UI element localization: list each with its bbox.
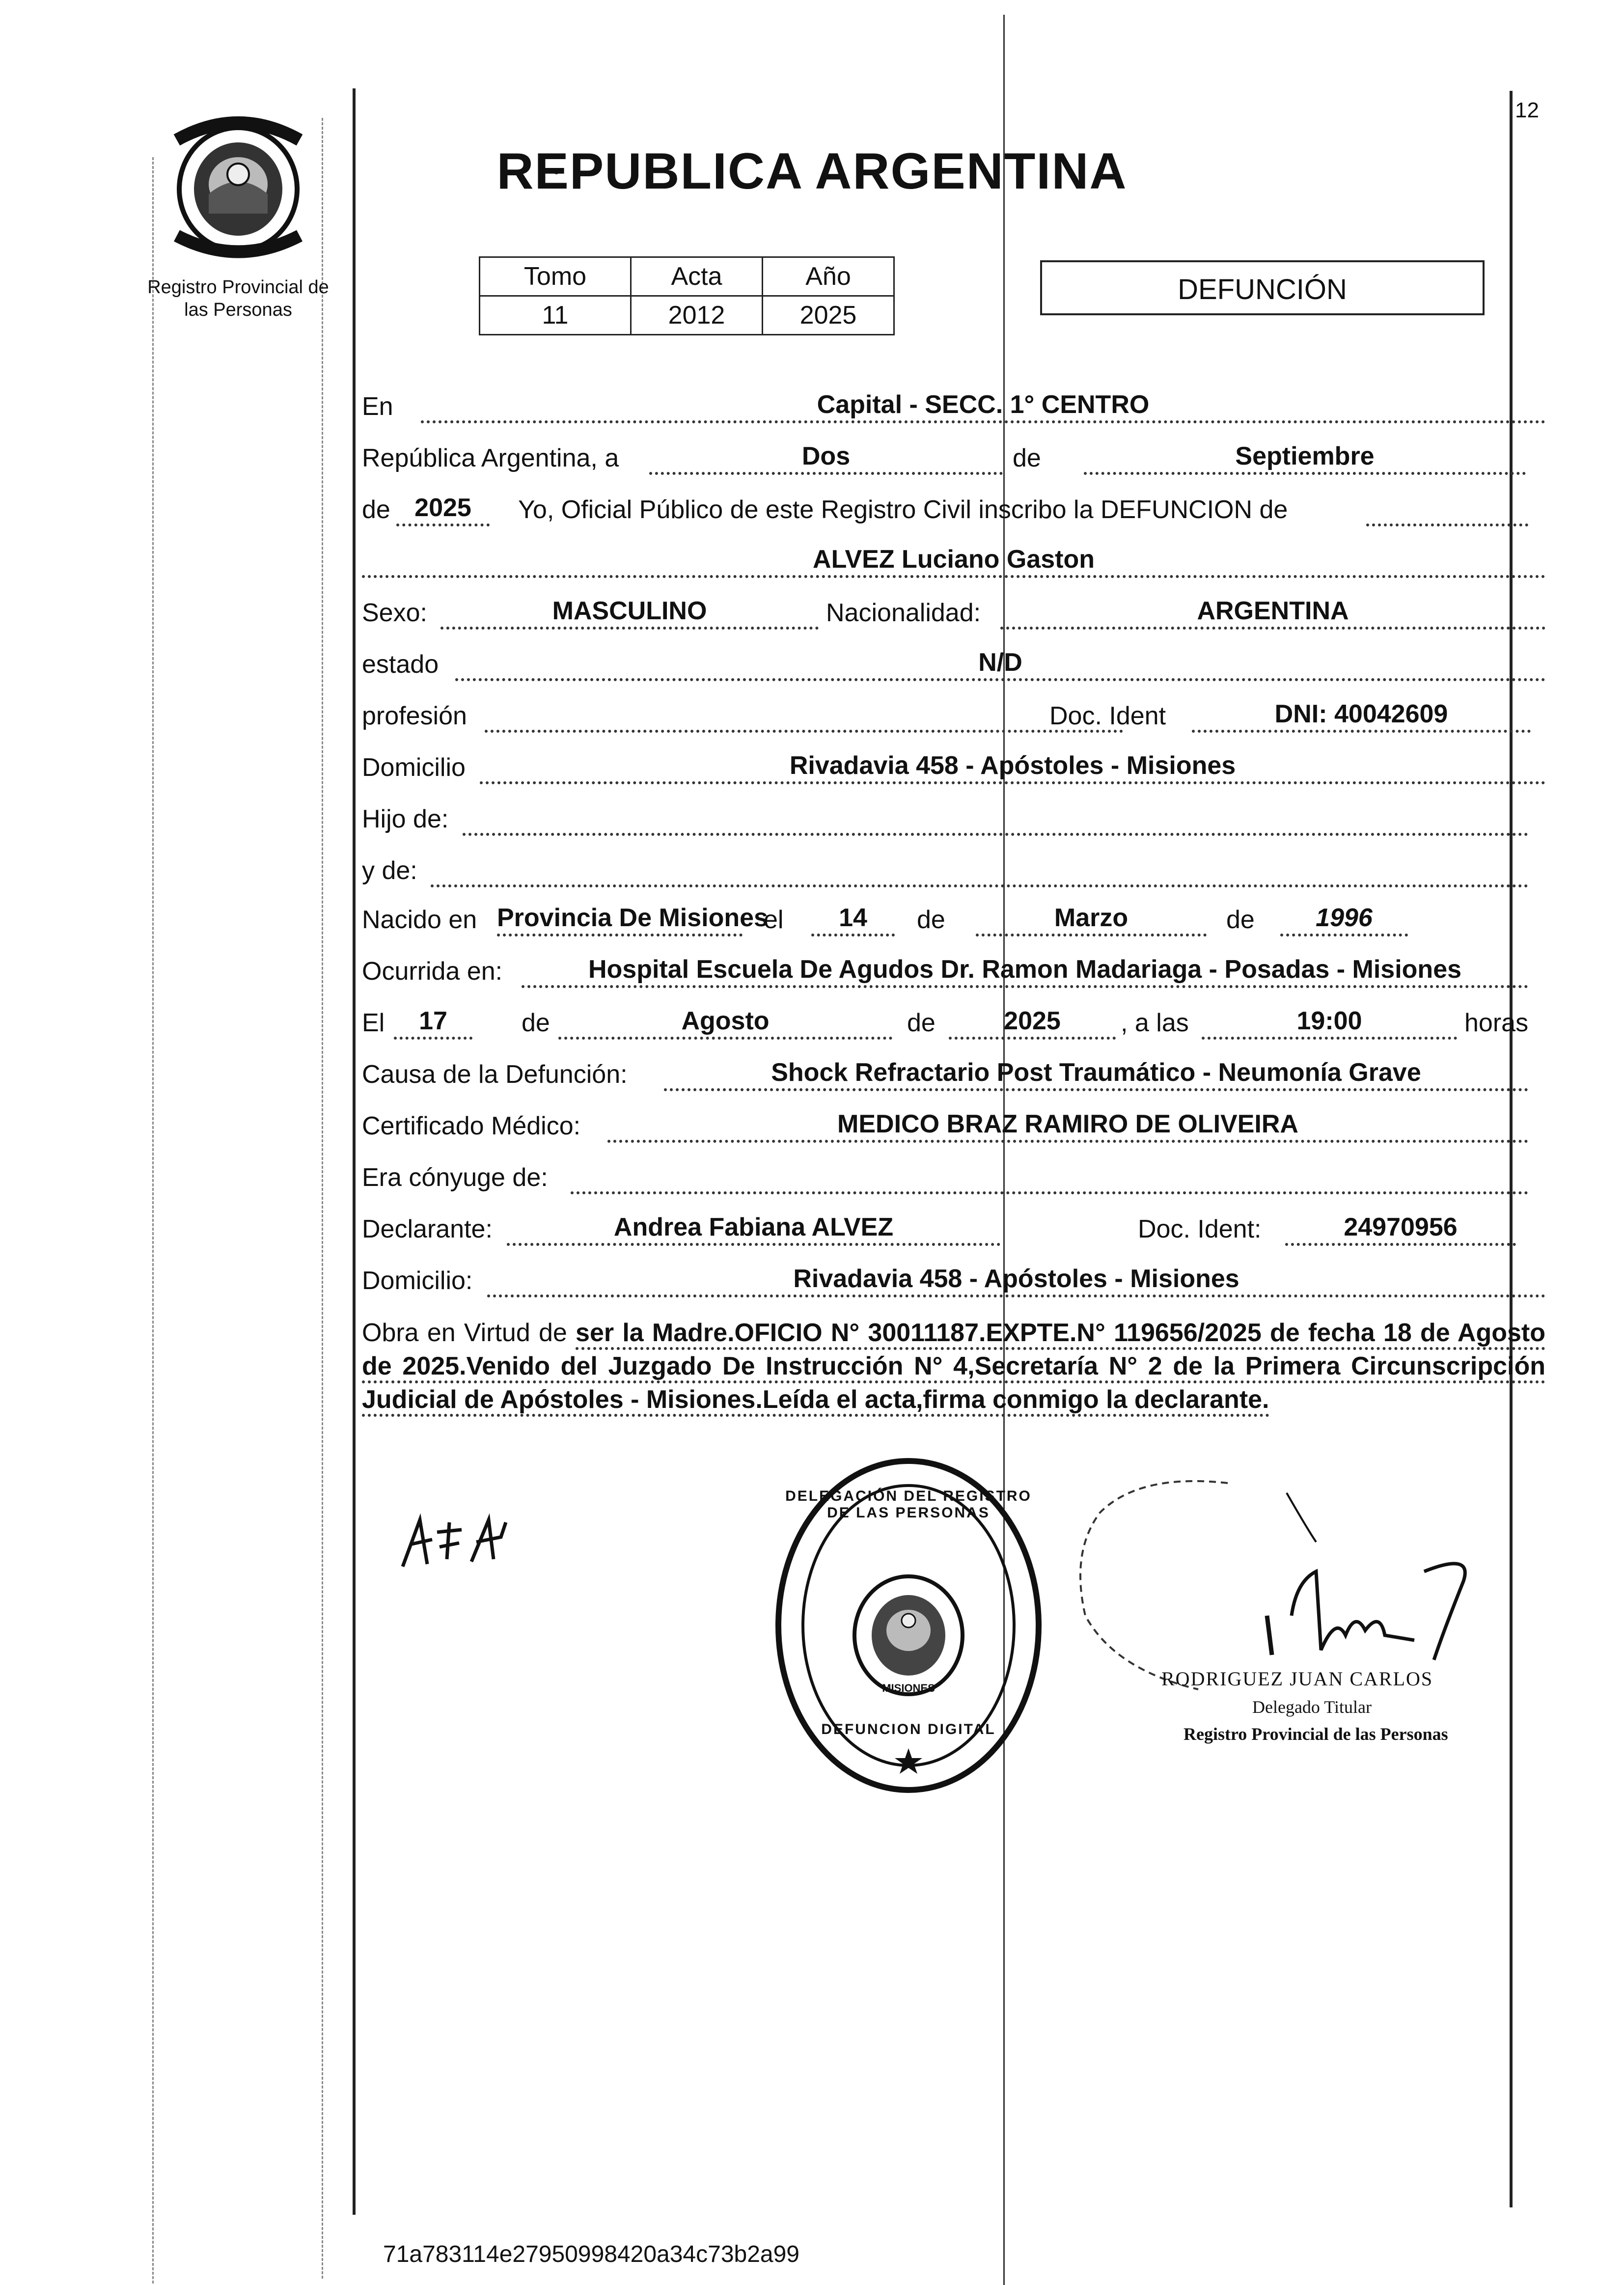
profesion-field (485, 698, 1123, 733)
horas-label: horas (1464, 1009, 1529, 1037)
declarante-field: Andrea Fabiana ALVEZ (507, 1211, 1000, 1246)
certificado-field: MEDICO BRAZ RAMIRO DE OLIVEIRA (607, 1108, 1528, 1143)
birth-de1-label: de (917, 906, 945, 934)
registry-label (135, 276, 341, 321)
ocurrida-field: Hospital Escuela De Agudos Dr. Ramon Madariaga - Posadas - Misiones (522, 954, 1528, 988)
row-domicilio (362, 739, 1545, 788)
header-acta: Acta (631, 257, 763, 296)
official-signature (1041, 1454, 1483, 1758)
registry-label-line2: las Personas (184, 300, 292, 320)
seal-outer-text: DELEGACIÓN DEL REGISTRO DE LAS PERSONAS (785, 1488, 1032, 1521)
birth-de2-label: de (1226, 906, 1255, 934)
row-hijo (362, 791, 1545, 840)
row-yde (362, 842, 1545, 891)
document-title: REPUBLICA ARGENTINA (496, 143, 1128, 200)
obra-paragraph (362, 1316, 1545, 1416)
row-republica (362, 430, 1545, 479)
registry-seal (771, 1454, 1046, 1797)
document-type-box: DEFUNCIÓN (1040, 260, 1485, 315)
domicilio2-label: Domicilio: (362, 1266, 473, 1295)
row-domicilio2 (362, 1252, 1545, 1301)
profesion-label: profesión (362, 702, 467, 730)
death-year-field: 2025 (949, 1005, 1116, 1040)
row-causa (362, 1046, 1545, 1095)
sexo-field: MASCULINO (440, 595, 819, 630)
day-field: Dos (649, 440, 1003, 475)
month-field: Septiembre (1084, 440, 1526, 475)
row-certificado (362, 1098, 1545, 1147)
value-tomo: 11 (480, 296, 631, 335)
doc-ident-field: DNI: 40042609 (1192, 698, 1531, 733)
row-death-date (362, 994, 1545, 1044)
yo-text: Yo, Oficial Público de este Registro Civil inscribo la DEFUNCION de (518, 496, 1288, 524)
record-table (479, 256, 895, 335)
row-name (362, 533, 1545, 582)
left-perforation-line (152, 157, 154, 2284)
domicilio-field: Rivadavia 458 - Apóstoles - Misiones (480, 750, 1545, 784)
declarante-label: Declarante: (362, 1215, 493, 1243)
row-en (362, 378, 1545, 427)
signature-office: Registro Provincial de las Personas (1184, 1724, 1448, 1744)
conyuge-label: Era cónyuge de: (362, 1163, 548, 1192)
doc-ident2-field: 24970956 (1285, 1211, 1516, 1246)
certificado-label: Certificado Médico: (362, 1112, 581, 1140)
el-label: el (764, 906, 784, 934)
row-nacido (362, 891, 1545, 940)
header-anio: Año (763, 257, 894, 296)
row-estado (362, 636, 1545, 685)
yde-field (431, 853, 1528, 887)
birth-year-field: 1996 (1280, 902, 1408, 936)
row-sexo (362, 584, 1545, 633)
nacido-label: Nacido en (362, 906, 477, 934)
alas-label: , a las (1121, 1009, 1189, 1037)
page-number: 12 (1515, 98, 1539, 122)
domicilio2-field: Rivadavia 458 - Apóstoles - Misiones (487, 1263, 1545, 1297)
seal-center-text: MISIONES (882, 1682, 935, 1694)
nacionalidad-field: ARGENTINA (1000, 595, 1545, 630)
republica-label: República Argentina, a (362, 444, 619, 472)
en-label: En (362, 392, 393, 421)
row-year (362, 481, 1545, 530)
nacido-field: Provincia De Misiones (497, 902, 743, 936)
death-day-field: 17 (394, 1005, 472, 1040)
signature-name: RODRIGUEZ JUAN CARLOS (1161, 1668, 1433, 1690)
de-label: de (1013, 444, 1041, 472)
row-ocurrida (362, 943, 1545, 992)
obra-text: ser la Madre.OFICIO N° 30011187.EXPTE.N° 119656/2025 de fecha 18 de Agosto de 2025.Venido del Juzgado De Instrucción N° 4,Secretaría N° 2 de la Primera Circunscripción Judicial de Apóstoles - Misiones.Leída el acta,firma conmigo la declarante. (362, 1319, 1545, 1417)
death-de4-label: de (907, 1009, 936, 1037)
hijo-field (463, 801, 1528, 836)
ocurrida-label: Ocurrida en: (362, 957, 503, 986)
seal-inner-text: DEFUNCION DIGITAL (821, 1721, 996, 1737)
registry-label-line1: Registro Provincial de (147, 277, 329, 298)
row-declarante (362, 1201, 1545, 1250)
left-perforation-line-2 (322, 118, 323, 2279)
yo-trailing-field (1366, 492, 1528, 526)
en-field: Capital - SECC. 1° CENTRO (421, 389, 1545, 423)
row-conyuge (362, 1149, 1545, 1198)
obra-prefix: Obra en Virtud de (362, 1319, 567, 1347)
year-field: 2025 (396, 492, 490, 526)
domicilio-label: Domicilio (362, 753, 466, 782)
doc-ident2-label: Doc. Ident: (1138, 1215, 1262, 1243)
nacionalidad-label: Nacionalidad: (826, 599, 981, 627)
sexo-label: Sexo: (362, 599, 427, 627)
el2-label: El (362, 1009, 385, 1037)
estado-label: estado (362, 650, 439, 679)
conyuge-field (571, 1160, 1528, 1194)
value-anio: 2025 (763, 296, 894, 335)
row-profesion (362, 688, 1545, 737)
causa-field: Shock Refractario Post Traumático - Neumonía Grave (664, 1057, 1528, 1091)
death-month-field: Agosto (558, 1005, 892, 1040)
value-acta: 2012 (631, 296, 763, 335)
document-hash: 71a783114e27950998420a34c73b2a99 (383, 2241, 799, 2267)
yde-label: y de: (362, 856, 417, 885)
left-margin-rule (353, 88, 356, 2215)
doc-ident-label: Doc. Ident (1049, 702, 1166, 730)
hijo-label: Hijo de: (362, 805, 449, 833)
header-tomo: Tomo (480, 257, 631, 296)
name-field: ALVEZ Luciano Gaston (362, 544, 1545, 578)
birth-month-field: Marzo (976, 902, 1207, 936)
causa-label: Causa de la Defunción: (362, 1060, 628, 1089)
signature-role: Delegado Titular (1252, 1697, 1372, 1717)
death-time-field: 19:00 (1202, 1005, 1457, 1040)
estado-field: N/D (455, 647, 1545, 681)
year-prefix-label: de (362, 496, 390, 524)
birth-day-field: 14 (811, 902, 895, 936)
death-de3-label: de (522, 1009, 550, 1037)
handwritten-initials (398, 1513, 511, 1574)
